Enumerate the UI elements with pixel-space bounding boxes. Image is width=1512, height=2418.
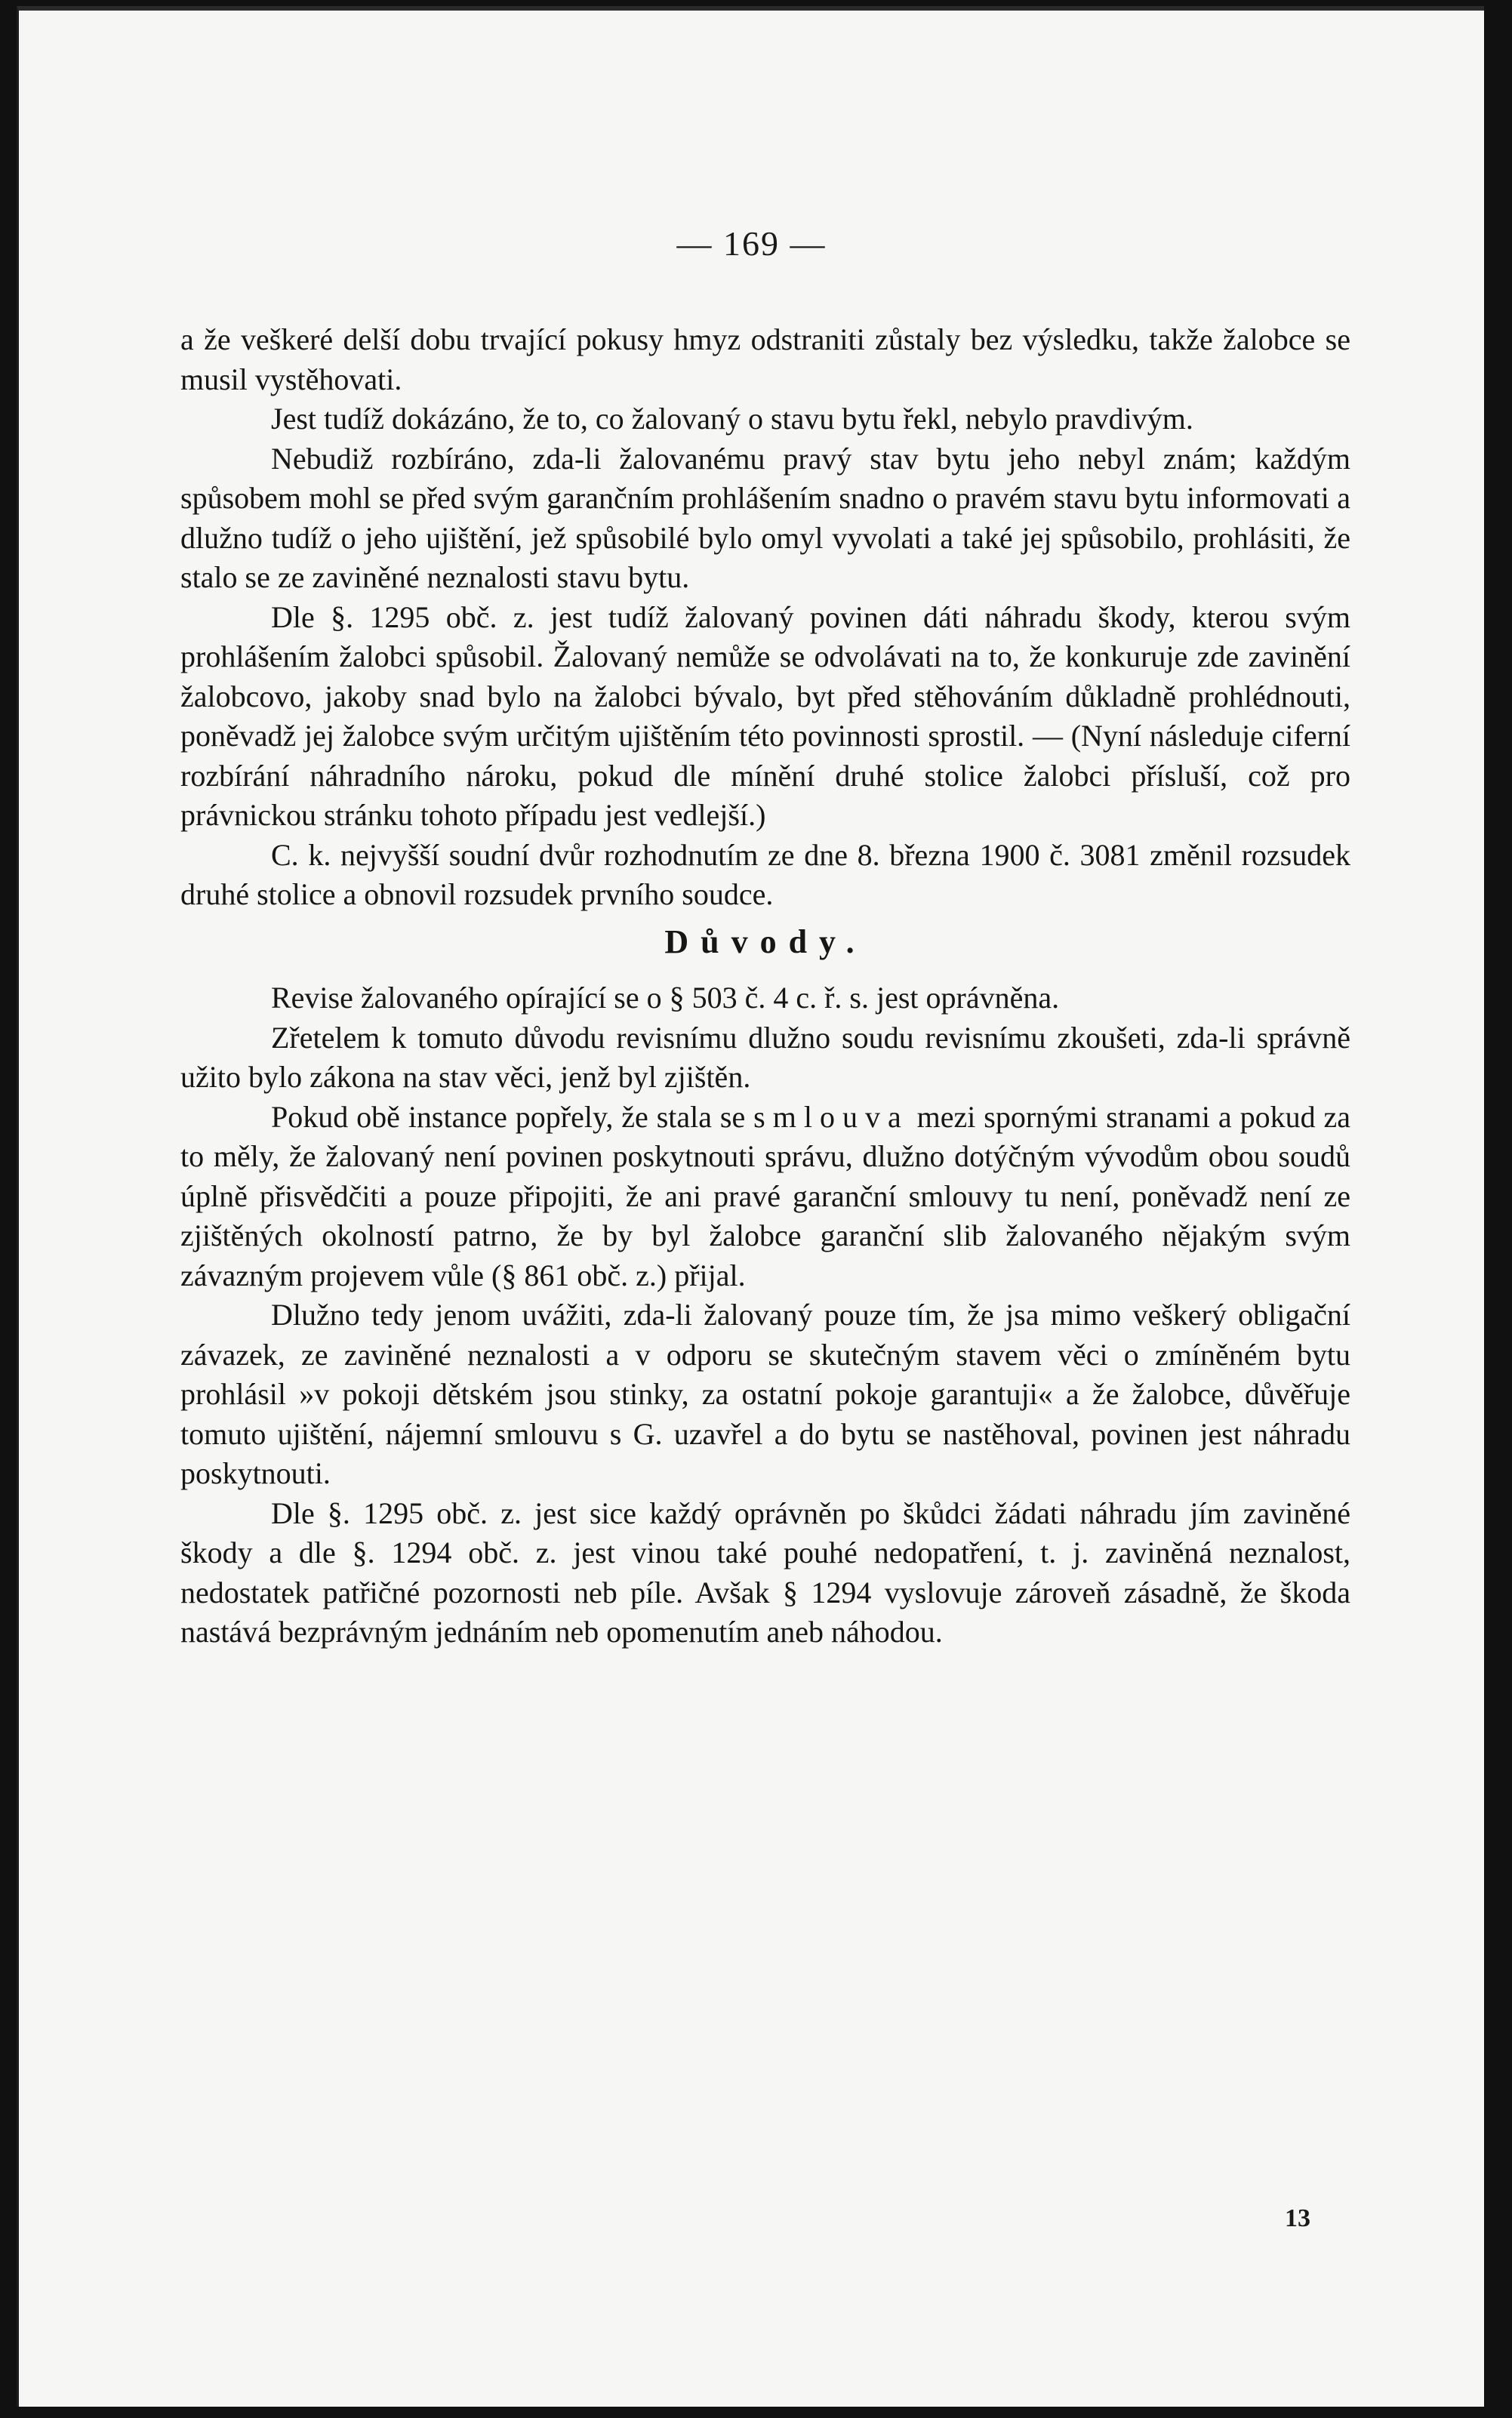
body-text (180, 320, 1350, 1653)
paragraph-7: Zřetelem k tomuto důvodu revisnímu dlužno soudu revisnímu zkoušeti, zda-li správně užito bylo zákona na stav věci, jenž byl zjištěn. (180, 1020, 1350, 1094)
paragraph-10: Dle §. 1295 obč. z. jest sice každý oprávněn po škůdci žádati náhradu jím zaviněné škody a dle §. 1294 obč. z. jest vinou také pouhé nedopatření, t. j. zaviněná neznalost, nedostatek patřičné pozornosti neb píle. Avšak § 1294 vyslovuje zároveň zásadně, že škoda nastává bezprávným jednáním neb opomenutím aneb náhodou. (180, 1495, 1350, 1649)
paragraph-8-end: mezi spornými stranami a pokud za to měly, že žalovaný není povinen poskytnouti správu, dlužno dotýčným vývodům obou soudů úplně přisvědčiti a pouze připojiti, že ani pravé garanční smlouvy tu není, poněvadž není ze zjištěných okolností patrno, že by byl žalobce garanční slib žalovaného nějakým svým závazným projevem vůle (§ 861 obč. z.) přijal. (180, 1099, 1351, 1292)
signature-mark: 13 (1285, 2204, 1310, 2232)
paragraph-1: a že veškeré delší dobu trvající pokusy hmyz odstraniti zůstaly bez výsledku, takže žalobce se musil vystěhovati. (180, 322, 1350, 396)
paragraph-2: Jest tudíž dokázáno, že to, co žalovaný o stavu bytu řekl, nebylo pravdivým. (271, 402, 1193, 436)
paragraph-3: Nebudiž rozbíráno, zda-li žalovanému pravý stav bytu jeho nebyl znám; každým spůsobem mohl se před svým garančním prohlášením snadno o pravém stavu bytu informovati a dlužno tudíž o jeho ujištění, jež spůsobilé bylo omyl vyvolati a také jej spůsobilo, prohlásiti, že stalo se ze zaviněné neznalosti stavu bytu. (180, 441, 1350, 594)
paragraph-8-start: Pokud obě instance popřely, že stala se (271, 1099, 754, 1134)
emphasized-word: smlouva (753, 1099, 909, 1134)
paragraph-8 (180, 1098, 1350, 1296)
paragraph-5: C. k. nejvyšší soudní dvůr rozhodnutím ze dne 8. března 1900 č. 3081 změnil rozsudek druhé stolice a obnovil rozsudek prvního soudce. (180, 837, 1350, 911)
scanned-page (17, 6, 1484, 2407)
paragraph-4: Dle §. 1295 obč. z. jest tudíž žalovaný povinen dáti náhradu škody, kterou svým prohlášením žalobci spůsobil. Žalovaný nemůže se odvolávati na to, že konkuruje zde zavinění žalobcovo, jakoby snad bylo na žalobci bývalo, byt před stěhováním důkladně prohlédnouti, poněvadž jej žalobce svým určitým ujištěním této povinnosti sprostil. — (Nyní následuje ciferní rozbírání náhradního nároku, pokud dle mínění druhé stolice žalobci přísluší, což pro právnickou stránku tohoto případu jest vedlejší.) (180, 599, 1350, 832)
paragraph-9: Dlužno tedy jenom uvážiti, zda-li žalovaný pouze tím, že jsa mimo veškerý obligační závazek, ze zaviněné neznalosti a v odporu se skutečným stavem věci o zmíněném bytu prohlásil »v pokoji dětském jsou stinky, za ostatní pokoje garantuji« a že žalobce, důvěřuje tomuto ujištění, nájemní smlouvu s G. uzavřel a do bytu se nastěhoval, povinen jest náhradu poskytnouti. (180, 1298, 1350, 1490)
page-number: — 169 — (676, 224, 827, 263)
section-heading: Důvody. (664, 923, 867, 960)
paragraph-6: Revise žalovaného opírající se o § 503 č. 4 c. ř. s. jest oprávněna. (271, 981, 1060, 1015)
